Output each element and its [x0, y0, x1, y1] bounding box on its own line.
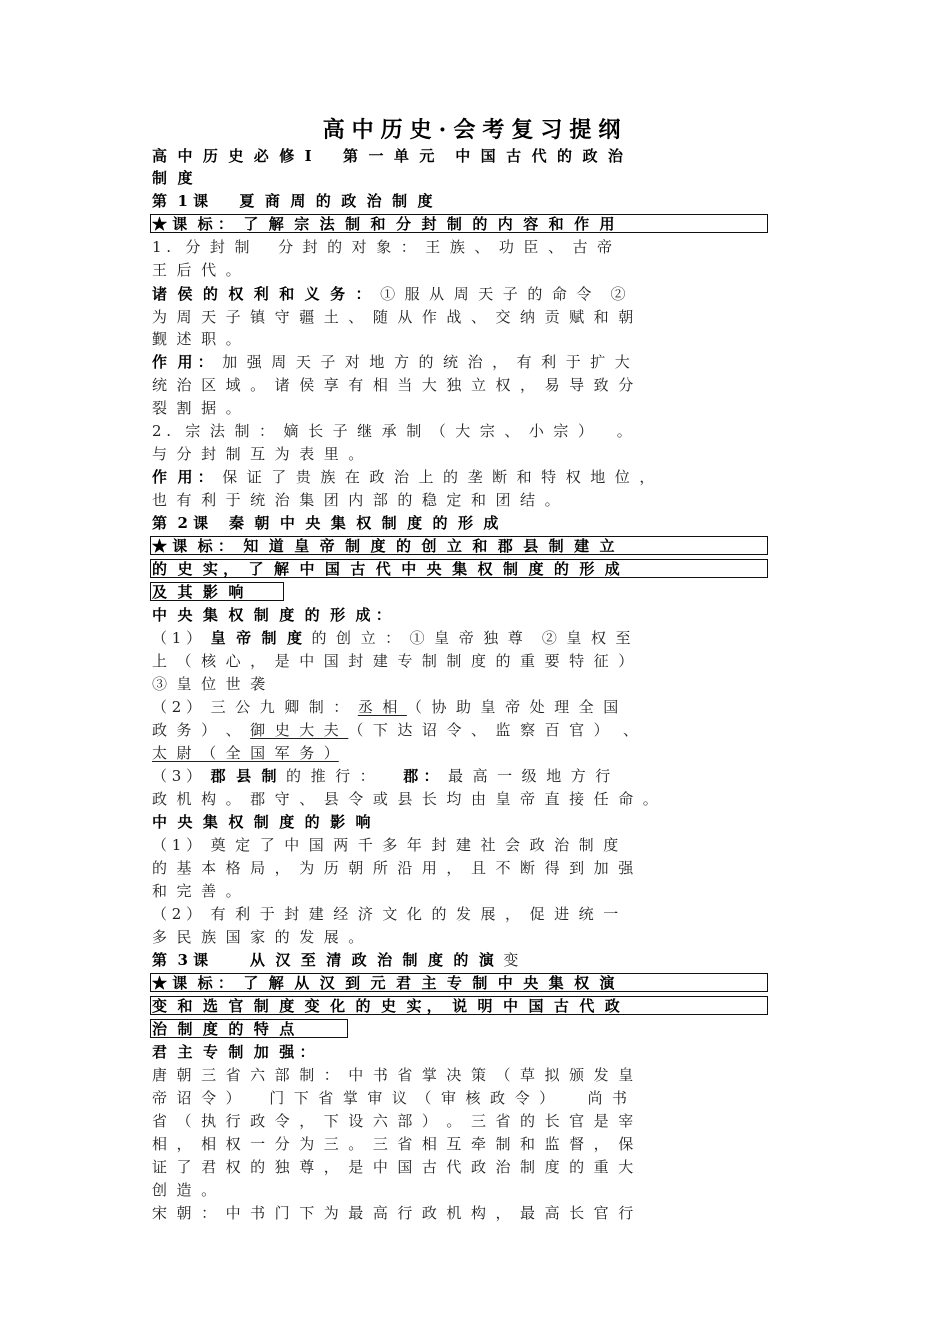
- text-segment: 2 . 宗 法 制 ： 嫡 长 子 继 承 制 （ 大 宗 、 小 宗 ） 。: [152, 422, 632, 440]
- text-segment: 帝 诏 令 ） 门 下 省 掌 审 议 （ 审 核 政 令 ） 尚 书: [152, 1089, 628, 1107]
- text-line: [152, 535, 792, 557]
- text-segment: 和 完 善 。: [152, 882, 241, 900]
- text-segment: 高 中 历 史 必 修 I 第 一 单 元 中 国 古 代 的 政 治: [152, 147, 623, 165]
- text-segment: ★ 课 标 ： 了 解 从 汉 到 元 君 主 专 制 中 央 集 权 演: [152, 974, 615, 992]
- text-line: [152, 926, 792, 948]
- text-segment: 制 度: [152, 169, 193, 187]
- text-line: [152, 903, 792, 925]
- page-title: 高中历史·会考复习提纲: [322, 117, 628, 143]
- text-line: [152, 1110, 792, 1132]
- text-segment: （ 3 ）: [152, 767, 211, 785]
- text-segment: 君 主 专 制 加 强 ：: [152, 1043, 315, 1061]
- text-segment: 相 ， 相 权 一 分 为 三 。 三 省 相 互 牵 制 和 监 督 ， 保: [152, 1135, 634, 1153]
- text-line: [152, 673, 792, 695]
- text-line: [152, 650, 792, 672]
- text-line: [152, 1087, 792, 1109]
- text-line: [152, 742, 792, 764]
- text-segment: 变: [493, 951, 519, 969]
- text-line: [152, 167, 792, 189]
- text-segment: （ 下 达 诏 令 、 监 察 百 官 ） 、: [348, 721, 638, 739]
- text-line: [152, 374, 792, 396]
- text-line: [152, 466, 792, 488]
- text-segment: 中 央 集 权 制 度 的 形 成 ：: [152, 606, 391, 624]
- text-line: [152, 558, 792, 580]
- text-segment: 第 1 课 夏 商 周 的 政 治 制 度: [152, 192, 433, 210]
- text-segment: 作 用 ：: [152, 353, 213, 371]
- text-line: [152, 236, 792, 258]
- text-segment: 创 造 。: [152, 1181, 217, 1199]
- text-segment: 治 制 度 的 特 点: [152, 1020, 295, 1038]
- text-line: [152, 949, 792, 971]
- text-line: [152, 1064, 792, 1086]
- text-line: [152, 213, 792, 235]
- text-segment: 与 分 封 制 互 为 表 里 。: [152, 445, 364, 463]
- text-line: [152, 581, 792, 603]
- text-segment: 宋 朝 ： 中 书 门 下 为 最 高 行 政 机 构 ， 最 高 长 官 行: [152, 1204, 634, 1222]
- text-segment: 多 民 族 国 家 的 发 展 。: [152, 928, 364, 946]
- text-segment: 及 其 影 响: [152, 583, 244, 601]
- text-line: [152, 283, 792, 305]
- text-segment: 第 3 课 从 汉 至 清 政 治 制 度 的 演: [152, 951, 494, 969]
- text-segment: 觐 述 职 。: [152, 330, 241, 348]
- text-line: [152, 788, 792, 810]
- text-segment: 政 务 ） 、: [152, 721, 251, 739]
- text-line: [152, 190, 792, 212]
- text-segment: 唐 朝 三 省 六 部 制 ： 中 书 省 掌 决 策 （ 草 拟 颁 发 皇: [152, 1066, 634, 1084]
- text-segment: 的 创 立 ： ① 皇 帝 独 尊 ② 皇 权 至: [301, 629, 631, 647]
- text-segment: 诸 侯 的 权 利 和 义 务 ：: [152, 285, 371, 303]
- text-line: [152, 145, 792, 167]
- text-segment: 作 用 ：: [152, 468, 213, 486]
- text-line: [152, 397, 792, 419]
- text-line: [152, 328, 792, 350]
- text-line: [152, 1041, 792, 1063]
- text-segment: 的 史 实 ， 了 解 中 国 古 代 中 央 集 权 制 度 的 形 成: [152, 560, 620, 578]
- text-segment: 的 基 本 格 局 ， 为 历 朝 所 沿 用 ， 且 不 断 得 到 加 强: [152, 859, 634, 877]
- text-line: [152, 351, 792, 373]
- text-segment: 郡 县 制: [210, 767, 277, 785]
- text-line: [152, 719, 792, 741]
- text-segment: 中 央 集 权 制 度 的 影 响: [152, 813, 371, 831]
- text-segment: 统 治 区 域 。 诸 侯 享 有 相 当 大 独 立 权 ， 易 导 致 分: [152, 376, 634, 394]
- text-line: [152, 972, 792, 994]
- text-segment: ③ 皇 位 世 袭: [152, 675, 266, 693]
- text-segment: ★ 课 标 ： 了 解 宗 法 制 和 分 封 制 的 内 容 和 作 用: [152, 215, 615, 233]
- text-line: [152, 443, 792, 465]
- text-segment: 太 尉 （ 全 国 军 务 ）: [152, 744, 339, 762]
- text-segment: 第 2 课 秦 朝 中 央 集 权 制 度 的 形 成: [152, 514, 499, 532]
- text-line: [152, 1156, 792, 1178]
- text-segment: （ 2 ） 有 利 于 封 建 经 济 文 化 的 发 展 ， 促 进 统 一: [152, 905, 619, 923]
- text-line: [152, 1018, 792, 1040]
- text-segment: （ 1 ）: [152, 629, 211, 647]
- text-line: [152, 627, 792, 649]
- text-line: [152, 880, 792, 902]
- text-line: [152, 259, 792, 281]
- text-line: [152, 1133, 792, 1155]
- text-segment: 政 机 构 。 郡 守 、 县 令 或 县 长 均 由 皇 帝 直 接 任 命 。: [152, 790, 658, 808]
- text-line: [152, 834, 792, 856]
- text-line: [152, 306, 792, 328]
- text-segment: 证 了 君 权 的 独 尊 ， 是 中 国 古 代 政 治 制 度 的 重 大: [152, 1158, 634, 1176]
- text-segment: 裂 割 据 。: [152, 399, 241, 417]
- text-line: [152, 995, 792, 1017]
- text-segment: 丞 相: [357, 698, 407, 716]
- text-segment: 王 后 代 。: [152, 261, 241, 279]
- text-segment: 也 有 利 于 统 治 集 团 内 部 的 稳 定 和 团 结 。: [152, 491, 560, 509]
- text-segment: 省 （ 执 行 政 令 ， 下 设 六 部 ） 。 三 省 的 长 官 是 宰: [152, 1112, 634, 1130]
- text-segment: 变 和 选 官 制 度 变 化 的 史 实 ， 说 明 中 国 古 代 政: [152, 997, 620, 1015]
- text-segment: 郡 ：: [403, 767, 439, 785]
- text-segment: 上 （ 核 心 ， 是 中 国 封 建 专 制 制 度 的 重 要 特 征 ）: [152, 652, 634, 670]
- text-segment: （ 1 ） 奠 定 了 中 国 两 千 多 年 封 建 社 会 政 治 制 度: [152, 836, 619, 854]
- text-line: [152, 857, 792, 879]
- text-segment: 保 证 了 贵 族 在 政 治 上 的 垄 断 和 特 权 地 位 ，: [212, 468, 655, 486]
- text-segment: 为 周 天 子 镇 守 疆 土 、 随 从 作 战 、 交 纳 贡 赋 和 朝: [152, 308, 634, 326]
- text-line: [152, 604, 792, 626]
- text-segment: 1 . 分 封 制 分 封 的 对 象 ： 王 族 、 功 臣 、 古 帝: [152, 238, 613, 256]
- text-line: [152, 420, 792, 442]
- text-line: [152, 489, 792, 511]
- text-line: [152, 696, 792, 718]
- text-segment: ★ 课 标 ： 知 道 皇 帝 制 度 的 创 立 和 郡 县 制 建 立: [152, 537, 615, 555]
- text-segment: （ 2 ） 三 公 九 卿 制 ：: [152, 698, 358, 716]
- text-segment: 的 推 行 ：: [276, 767, 404, 785]
- text-segment: 加 强 周 天 子 对 地 方 的 统 治 ， 有 利 于 扩 大: [212, 353, 630, 371]
- text-segment: 最 高 一 级 地 方 行: [438, 767, 611, 785]
- text-segment: 皇 帝 制 度: [210, 629, 302, 647]
- text-segment: ① 服 从 周 天 子 的 命 令 ②: [370, 285, 626, 303]
- text-line: [152, 765, 792, 787]
- text-segment: 御 史 大 夫: [250, 721, 349, 739]
- text-line: [152, 1202, 792, 1224]
- text-line: [152, 1179, 792, 1201]
- text-segment: （ 协 助 皇 帝 处 理 全 国: [406, 698, 619, 716]
- text-line: [152, 811, 792, 833]
- text-line: [152, 512, 792, 534]
